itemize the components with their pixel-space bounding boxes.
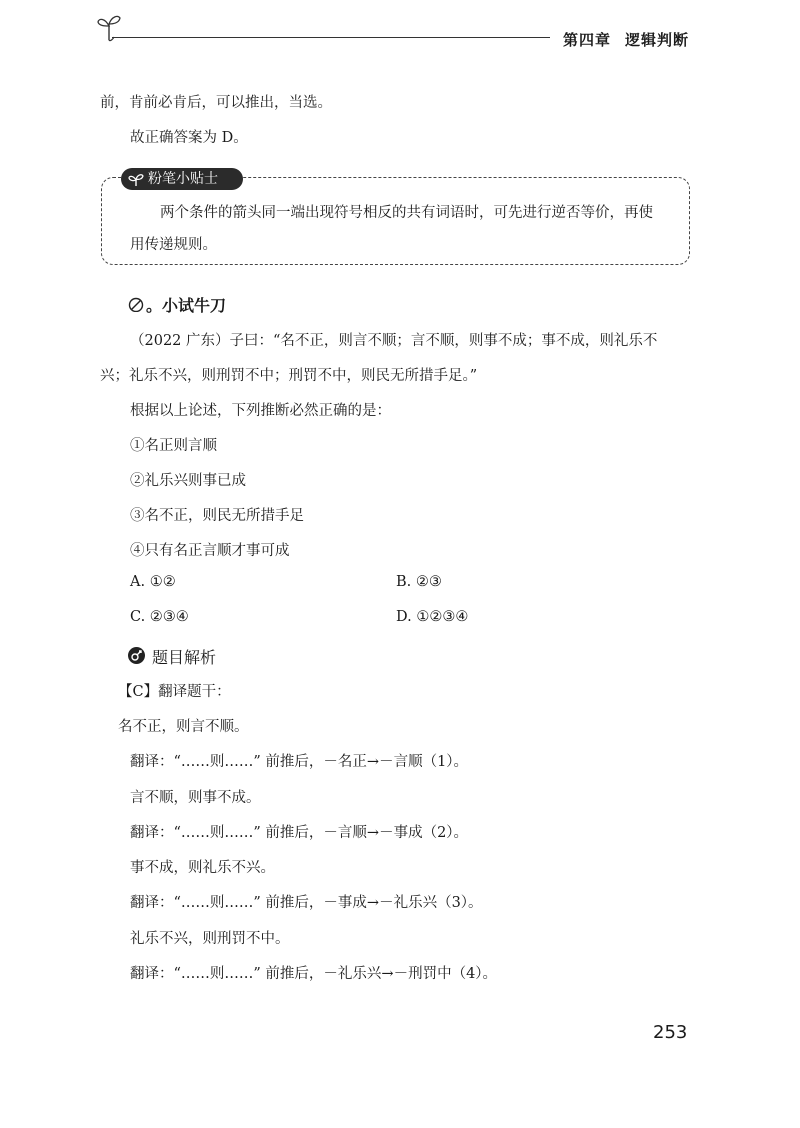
- sprout-icon: [128, 171, 144, 187]
- option-d: D. ①②③④: [396, 609, 469, 625]
- analysis-line: 名不正，则言不顺。: [118, 719, 249, 735]
- option-b: B. ②③: [396, 574, 442, 590]
- question-prompt: 根据以上论述，下列推断必然正确的是：: [130, 403, 391, 419]
- analysis-line: 事不成，则礼乐不兴。: [130, 860, 275, 876]
- statement-2: ②礼乐兴则事已成: [130, 473, 246, 489]
- header-rule: [112, 37, 550, 38]
- question-line-2: 兴；礼乐不兴，则刑罚不中；刑罚不中，则民无所措手足。”: [100, 368, 478, 384]
- pencil-circle-icon: [128, 296, 144, 312]
- intro-line-1: 前，肯前必肯后，可以推出，当选。: [100, 95, 332, 111]
- statement-1: ①名正则言顺: [130, 438, 217, 454]
- tip-badge: [121, 168, 243, 190]
- analysis-line: 翻译：“……则……” 前推后，－事成→－礼乐兴（3）。: [130, 895, 483, 911]
- analysis-line: 礼乐不兴，则刑罚不中。: [130, 931, 290, 947]
- tip-label: 粉笔小贴士: [148, 171, 218, 187]
- tip-text-line-2: 用传递规则。: [130, 237, 217, 253]
- analysis-line: 翻译：“……则……” 前推后，－名正→－言顺（1）。: [130, 754, 469, 770]
- page-number: 253: [653, 1022, 688, 1043]
- tip-text-line-1: 两个条件的箭头同一端出现符号相反的共有词语时，可先进行逆否等价，再使: [160, 205, 653, 221]
- statement-4: ④只有名正言顺才事可成: [130, 543, 290, 559]
- analysis-line: 【C】翻译题干：: [118, 684, 231, 700]
- analysis-title: 题目解析: [152, 648, 217, 667]
- question-line-1: （2022 广东）子曰：“名不正，则言不顺；言不顺，则事不成；事不成，则礼乐不: [130, 333, 658, 349]
- exercise-title: 小试牛刀: [162, 296, 227, 315]
- intro-line-2: 故正确答案为 D。: [130, 130, 248, 146]
- analysis-icon: [128, 647, 145, 664]
- chapter-heading: [563, 29, 703, 50]
- analysis-line: 言不顺，则事不成。: [130, 790, 261, 806]
- option-a: A. ①②: [130, 574, 176, 590]
- exercise-title-dot: 。: [146, 296, 163, 315]
- analysis-line: 翻译：“……则……” 前推后，－言顺→－事成（2）。: [130, 825, 469, 841]
- chapter-label: 第四章: [563, 31, 612, 49]
- analysis-line: 翻译：“……则……” 前推后，－礼乐兴→－刑罚中（4）。: [130, 966, 498, 982]
- statement-3: ③名不正，则民无所措手足: [130, 508, 304, 524]
- section-label: 逻辑判断: [625, 31, 690, 49]
- option-c: C. ②③④: [130, 609, 189, 625]
